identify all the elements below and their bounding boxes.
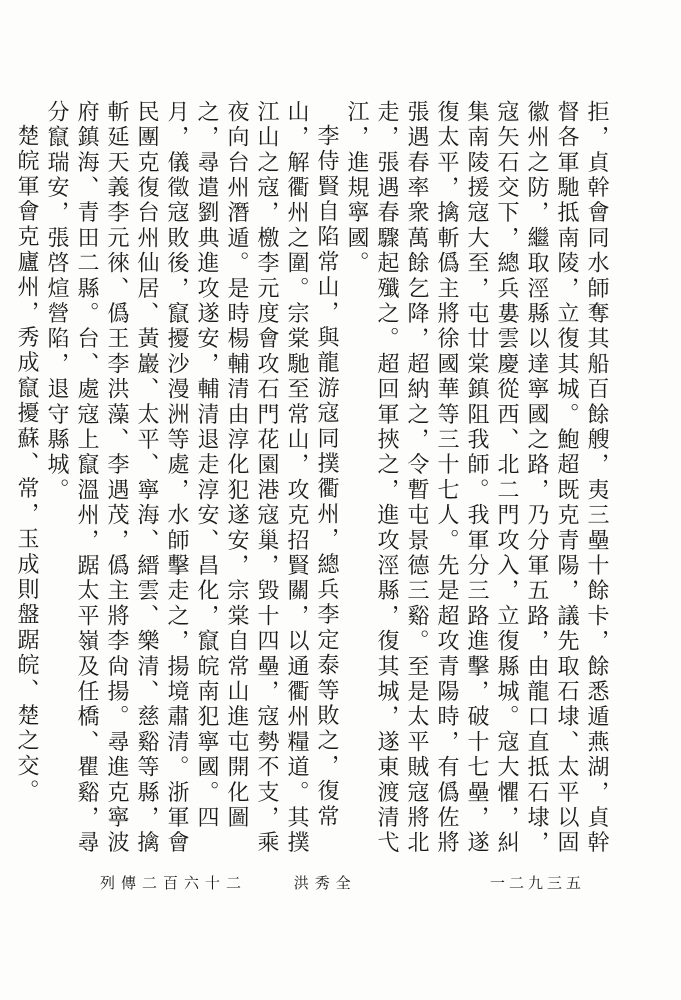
paragraph-1: 拒，貞幹會同水師奪其船百餘艘，夷三壘十餘卡，餘悉遁燕湖，貞幹督各軍馳抵南陵，立復其城。鮑超既克青陽，議先取石埭、太平以固徽州之防，繼取涇縣以達寧國之路，乃分軍五路，由龍口直抵石埭，寇矢石交下，總兵婁雲慶從西、北二門攻入，立復縣城。寇大懼，糾集南陵援寇大至，屯廿棠鎮阻我師。我軍分三路進擊，破十七壘，遂復太平，擒斬僞主將徐國華等三十七人。先是超攻青陽時，有僞佐將張遇春率衆萬餘乞降，超納之，令暫屯景德三谿。至是太平賊寇將北走，張遇春驟起殲之。超回軍挾之，進攻涇縣，復其城，遂東渡清弋江，進規寧國。 [344, 100, 609, 856]
running-footer [100, 872, 357, 893]
paragraph-3: 楚皖軍會克廬州，秀成竄擾蘇、常，玉成則盤踞皖、楚之交。 [14, 124, 39, 805]
paragraph-2: 李侍賢自陷常山，與龍游寇同撲衢州，總兵李定泰等敗之，復常山，解衢州之圍。宗棠馳至常山，攻克招賢關，以通衢州糧道。其撲江山之寇，檄李元度會攻石門花園港寇巢，毀十四壘，寇勢不支，乘夜向台州潛遁。是時楊輔清由淳化犯遂安，宗棠自常山進屯開化圖之，尋遣劉典進攻遂安，輔清退走淳安、昌化，竄皖南犯寧國。四月，儀徵寇敗後，竄擾沙漫洲等處，水師擊走之，揚境肅清。浙軍會民團克復台州仙居、黃巖、太平、寧海、縉雲、樂清、慈谿等縣，擒斬延天義李元徠、僞王李洪藻、李遇茂，僞主將李尙揚。尋進克寧波府鎮海、青田二縣。台、處寇上竄溫州，踞太平嶺及任橋、瞿谿，尋分竄瑞安，張啓煊營陷，退守縣城。 [44, 100, 339, 856]
page-number: 一二九三五 [489, 874, 585, 892]
body-text [14, 100, 611, 860]
chapter-title: 列傳二百六十二 [100, 874, 248, 892]
biography-name: 洪秀全 [293, 874, 357, 892]
